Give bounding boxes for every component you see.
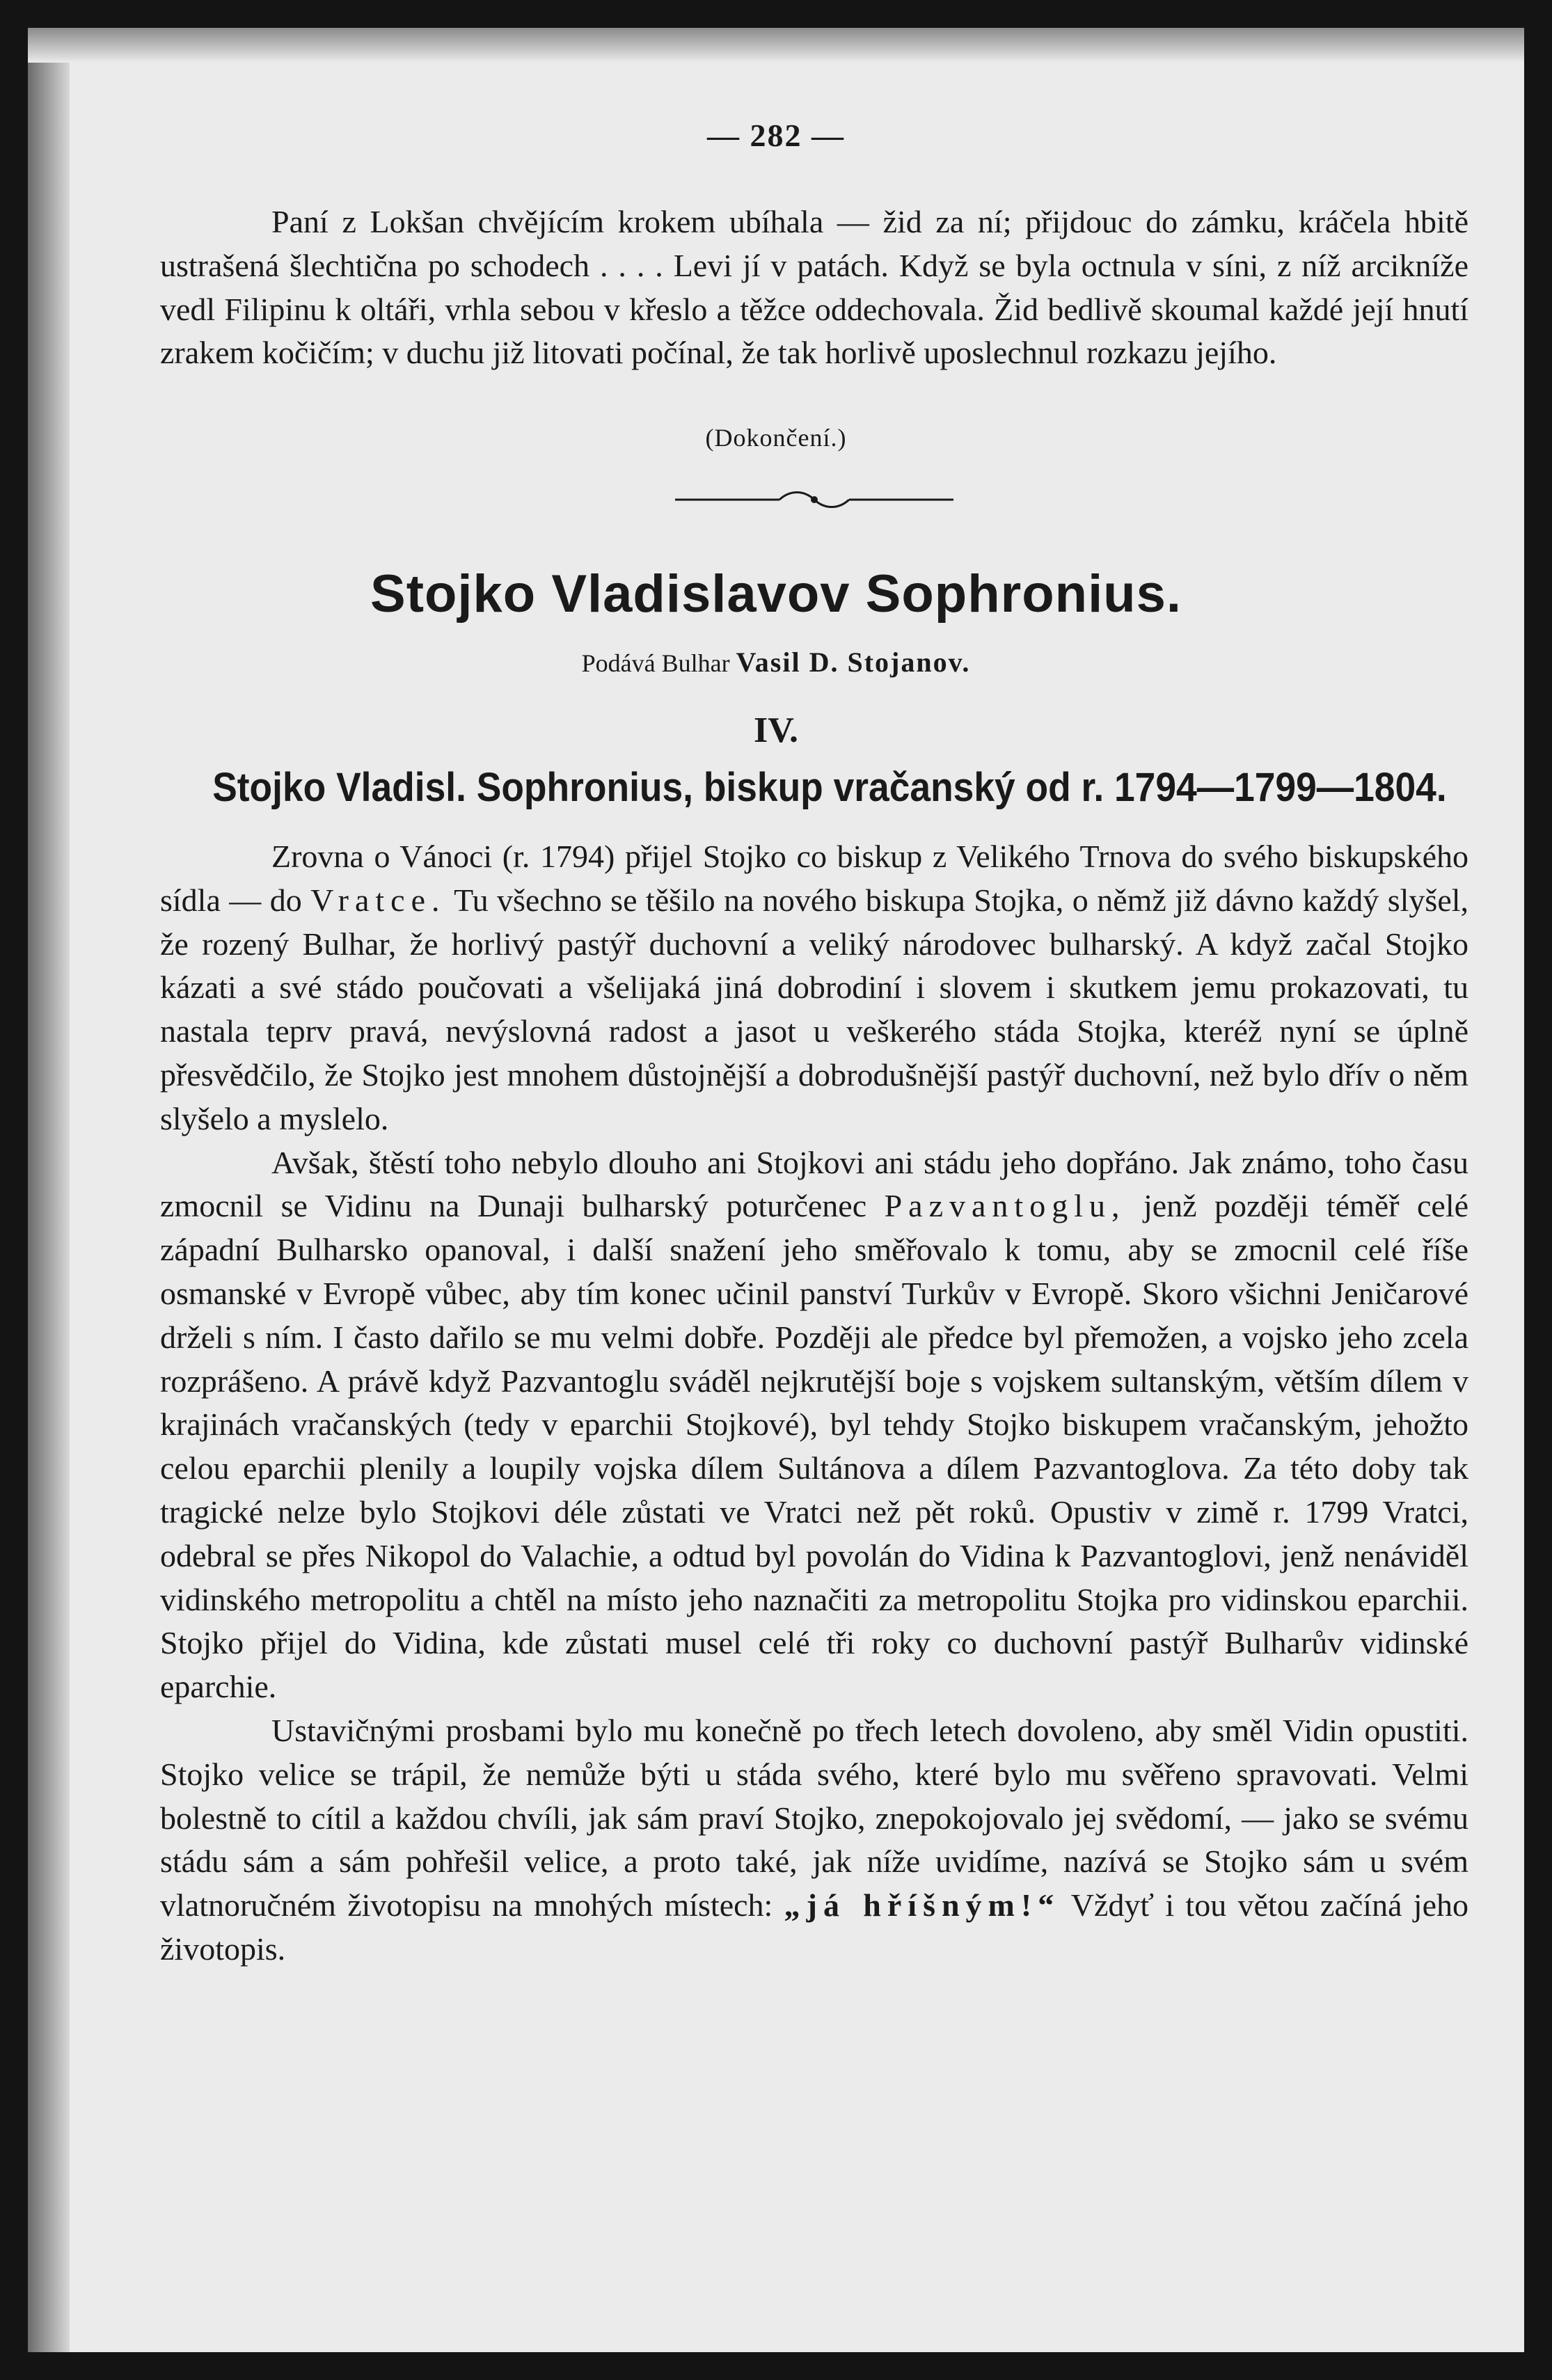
scanned-page bbox=[28, 28, 1524, 2352]
paragraph-text: Avšak, štěstí toho nebylo dlouho ani Stojkovi ani stádu jeho dopřáno. Jak známo, toho času zmocnil se Vidinu na Dunaji bulharský poturčenec bbox=[160, 1144, 1468, 1224]
body-paragraph-3 bbox=[160, 1709, 1468, 1972]
byline-prefix: Podává Bulhar bbox=[581, 649, 730, 677]
emphasized-quote: „já hříšným!“ bbox=[784, 1887, 1061, 1923]
page-number: — 282 — bbox=[707, 118, 845, 153]
chapter-number: IV. bbox=[753, 711, 799, 750]
emphasized-place-name: Vratce. bbox=[310, 882, 446, 918]
continued-note: (Dokončení.) bbox=[705, 424, 847, 452]
byline bbox=[28, 646, 1524, 679]
ornamental-divider bbox=[675, 486, 953, 514]
body-text-block bbox=[160, 835, 1468, 1972]
article-title: Stojko Vladislavov Sophronius. bbox=[370, 564, 1182, 624]
paragraph-text: Tu všechno se těšilo na nového biskupa Stojka, o němž již dávno každý slyšel, že rozený Bulhar, že horlivý pastýř duchovní a veliký národovec bulharský. A když začal Stojko kázati a své stádo poučovati a všelijaká jiná dobrodiní i slovem i skutkem jemu prokazovati, tu nastala teprv pravá, nevýslovná radost a jasot u veškerého stáda Stojka, kteréž nyní se úplně přesvědčilo, že Stojko jest mnohem důstojnější a dobrodušnější pastýř duchovní, než bylo dřív o něm slyšelo a myslelo. bbox=[160, 882, 1469, 1136]
chapter-title: Stojko Vladisl. Sophronius, biskup vračanský od r. 1794—1799—1804. bbox=[212, 765, 1447, 810]
paragraph-text: Vždyť i tou větou začíná jeho životopis. bbox=[160, 1887, 1468, 1967]
body-paragraph-1 bbox=[160, 835, 1468, 1141]
paragraph-text: jenž později téměř celé západní Bulharsko opanoval, i další snažení jeho směřovalo k tomu, aby se zmocnil celé říše osmanské v Evropě vůbec, aby tím konec učinil panství Turkův v Evropě. Skoro všichni Jeničarové drželi s ním. I často dařilo se mu velmi dobře. Později ale předce byl přemožen, a vojsko jeho zcela rozprášeno. A právě když Pazvantoglu sváděl nejkrutější boje s vojskem sultanským, větším dílem v krajinách vračanských (tedy v eparchii Stojkové), byl tehdy Stojko biskupem vračanským, jehožto celou eparchii plenily a loupily vojska dílem Sultánova a dílem Pazvantoglova. Za této doby tak tragické nelze bylo Stojkovi déle zůstati ve Vratci než pět roků. Opustiv v zimě r. 1799 Vratci, odebral se přes Nikopol do Valachie, a odtud byl povolán do Vidina k Pazvantoglovi, jenž nenáviděl vidinského metropolitu a chtěl na místo jeho naznačiti za metropolitu Stojka pro vidinskou eparchii. Stojko přijel do Vidina, kde zůstati musel celé tři roky co duchovní pastýř Bulharův vidinské eparchie. bbox=[160, 1188, 1469, 1705]
intro-text-block bbox=[160, 200, 1468, 375]
paragraph-text: Ustavičnými prosbami bylo mu konečně po třech letech dovoleno, aby směl Vidin opustiti. Stojko velice se trápil, že nemůže býti u stáda svého, které bylo mu svěřeno spravovati. Velmi bolestně to cítil a každou chvíli, jak sám praví Stojko, znepokojovalo jej svědomí, — jako se svému stádu sám a sám pohřešil velice, a proto také, jak níže uvidíme, nazívá se Stojko sám u svém vlatnoručném životopisu na mnohých místech: bbox=[160, 1712, 1468, 1923]
intro-paragraph: Paní z Lokšan chvějícím krokem ubíhala — žid za ní; přijdouc do zámku, kráčela hbitě ustrašená šlechtična po schodech . . . . Levi jí v patách. Když se byla octnula v síni, z níž arcikníže vedl Filipinu k oltáři, vrhla sebou v křeslo a těžce oddechovala. Žid bedlivě skoumal každé její hnutí zrakem kočičím; v duchu již litovati počínal, že tak horlivě uposlechnul rozkazu jejího. bbox=[160, 204, 1468, 371]
author-name: Vasil D. Stojanov. bbox=[736, 646, 971, 678]
emphasized-person-name: Pazvantoglu, bbox=[884, 1188, 1126, 1224]
body-paragraph-2 bbox=[160, 1141, 1468, 1709]
paragraph-text: Zrovna o Vánoci (r. 1794) přijel Stojko co biskup z Velikého Trnova do svého biskupského sídla — do bbox=[160, 839, 1468, 918]
